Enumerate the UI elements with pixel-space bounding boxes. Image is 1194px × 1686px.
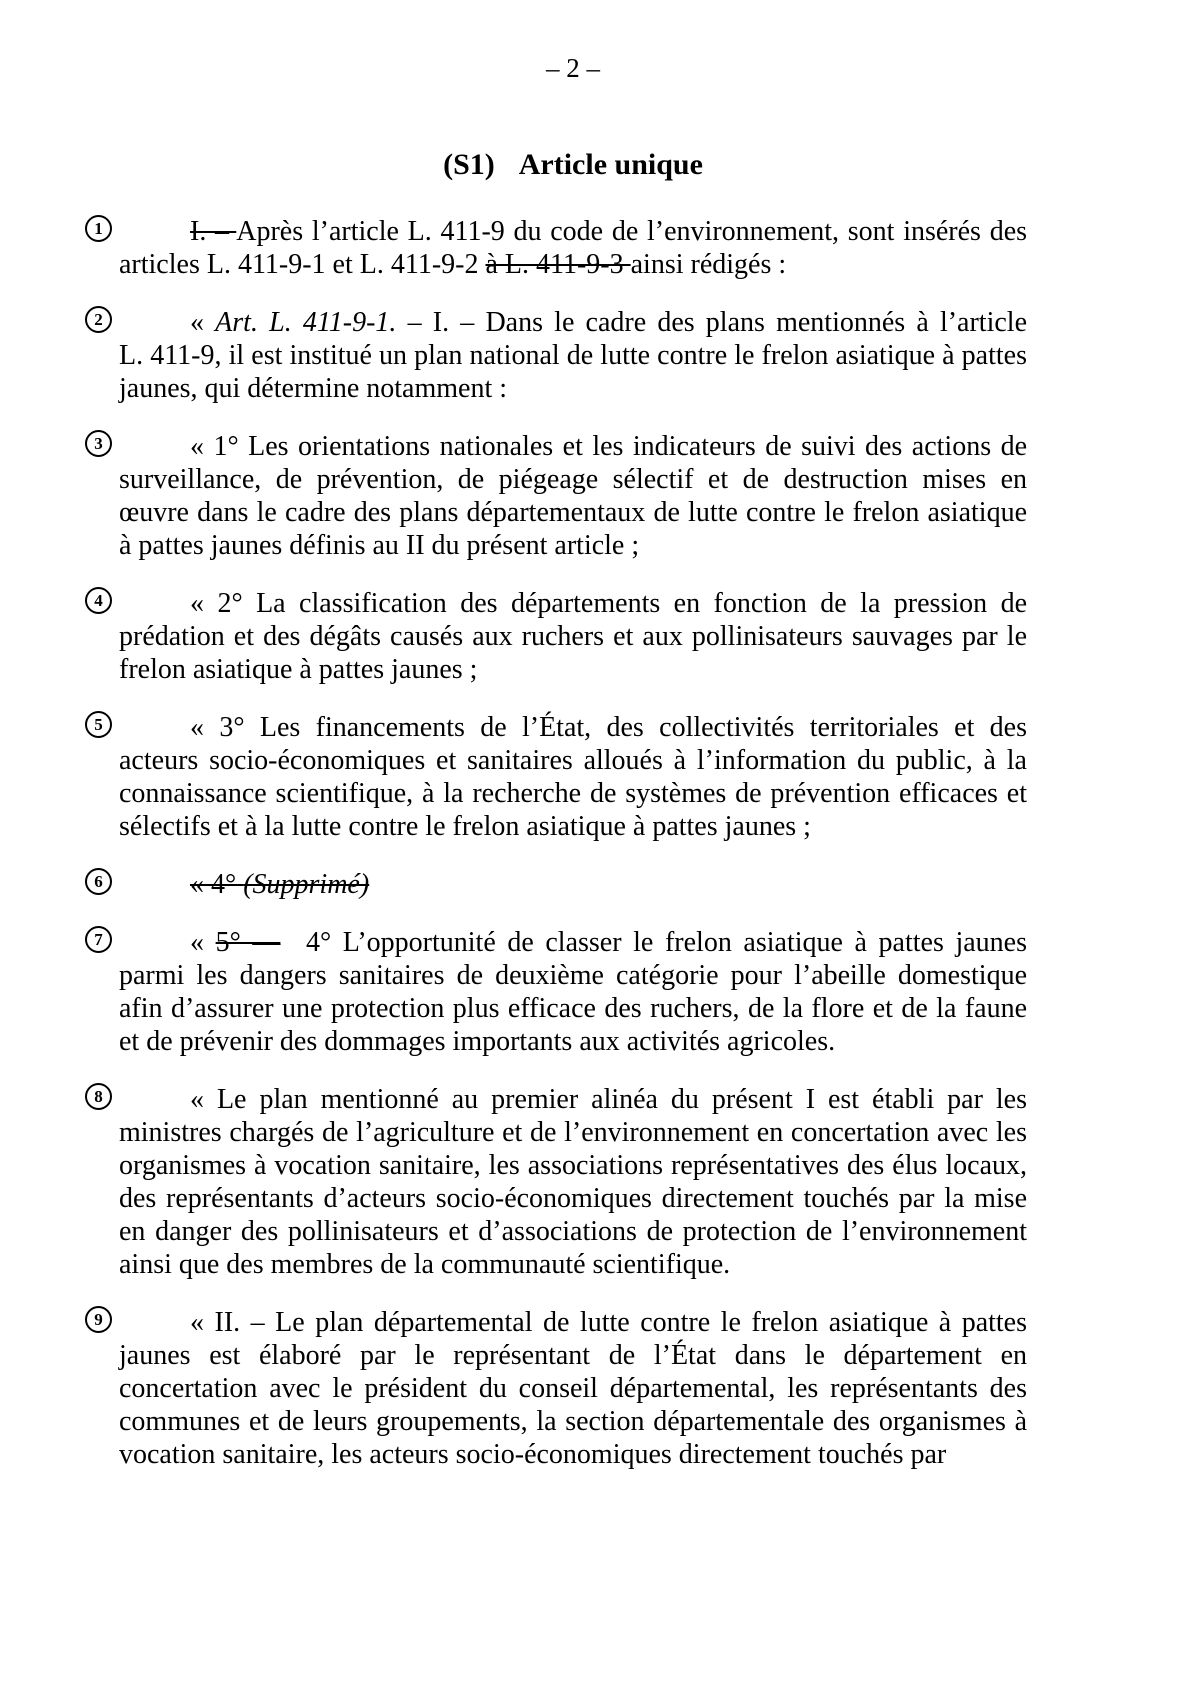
paragraph-number-badge: 3 — [85, 430, 112, 457]
paragraph-number-badge: 1 — [85, 215, 112, 242]
paragraph-number-badge: 4 — [85, 587, 112, 614]
paragraph-number-badge: 6 — [85, 868, 112, 895]
text-run: « — [190, 927, 216, 958]
paragraph-number-badge: 9 — [85, 1306, 112, 1333]
text-run: ainsi rédigés : — [630, 249, 787, 280]
text-run: à L. 411-9-3 — [485, 249, 631, 280]
paragraph-number-badge: 8 — [85, 1083, 112, 1110]
text-run: « — [190, 307, 216, 338]
text-run: « II. – Le plan départemental de lutte contre le frelon asiatique à pattes jaunes est élaboré par le représentant de l’État dans le département en concertation avec le président du conseil départemental, les représentants des communes et de leurs groupements, la section départementale des organismes à vocation sanitaire, les acteurs socio-économiques directement touchés par — [119, 1307, 1034, 1470]
paragraph — [94, 1083, 1034, 1281]
heading-tag: (S1) — [443, 148, 495, 181]
text-run: « 3° Les financements de l’État, des collectivités territoriales et des acteurs socio-économiques et sanitaires alloués à l’information du public, à la connaissance scientifique, à la recherche de systèmes de prévention efficaces et sélectifs et à la lutte contre le frelon asiatique à pattes jaunes ; — [119, 712, 1034, 842]
paragraph — [94, 215, 1035, 281]
page-number: – 2 – — [546, 53, 600, 83]
text-run: I. – — [190, 216, 237, 247]
document-body — [94, 215, 1035, 1471]
paragraph — [94, 1306, 1034, 1471]
text-run: Après l’article L. 411-9 du code de l’environnement, sont insérés des articles L. 411-9-1 et L. 411-9-2 — [119, 216, 1035, 280]
text-run: 4° L’opportunité de classer le frelon asiatique à pattes jaunes parmi les dangers sanitaires de deuxième catégorie pour l’abeille domestique afin d’assurer une protection plus efficace des ruchers, de la flore et de la faune et de prévenir des dommages importants aux activités agricoles. — [119, 927, 1034, 1057]
text-run: 5° — — [215, 927, 281, 958]
paragraph — [94, 711, 1034, 843]
text-run: « 2° La classification des départements en fonction de la pression de prédation et des dégâts causés aux ruchers et aux pollinisateurs sauvages par le frelon asiatique à pattes jaunes ; — [119, 588, 1034, 685]
text-run: « Le plan mentionné au premier alinéa du présent I est établi par les ministres chargés de l’agriculture et de l’environnement en concertation avec les organismes à vocation sanitaire, les associations représentatives des élus locaux, des représentants d’acteurs socio-économiques directement touchés par la mise en danger des pollinisateurs et d’associations de protection de l’environnement ainsi que des membres de la communauté scientifique. — [119, 1084, 1034, 1280]
paragraph — [94, 587, 1034, 686]
text-run: « 1° Les orientations nationales et les indicateurs de suivi des actions de surveillance, de prévention, de piégeage sélectif et de destruction mises en œuvre dans le cadre des plans départementaux de lutte contre le frelon asiatique à pattes jaunes définis au II du présent article ; — [119, 431, 1034, 561]
heading-title: Article unique — [518, 148, 703, 181]
paragraph — [94, 868, 1027, 901]
paragraph — [94, 306, 1034, 405]
text-run: « 4° — [190, 869, 244, 900]
text-run: Art. L. 411-9-1. — [215, 307, 397, 338]
paragraph-number-badge: 2 — [85, 306, 112, 333]
text-run: – I. – Dans le cadre des plans mentionnés à l’article L. 411-9, il est institué un plan national de lutte contre le frelon asiatique à pattes jaunes, qui détermine notamment : — [119, 307, 1034, 404]
text-run: (Supprimé) — [243, 869, 370, 900]
section-heading — [119, 147, 1027, 183]
paragraph-number-badge: 5 — [85, 711, 112, 738]
paragraph-number-badge: 7 — [85, 926, 112, 953]
paragraph — [94, 926, 1034, 1058]
paragraph — [94, 430, 1034, 562]
